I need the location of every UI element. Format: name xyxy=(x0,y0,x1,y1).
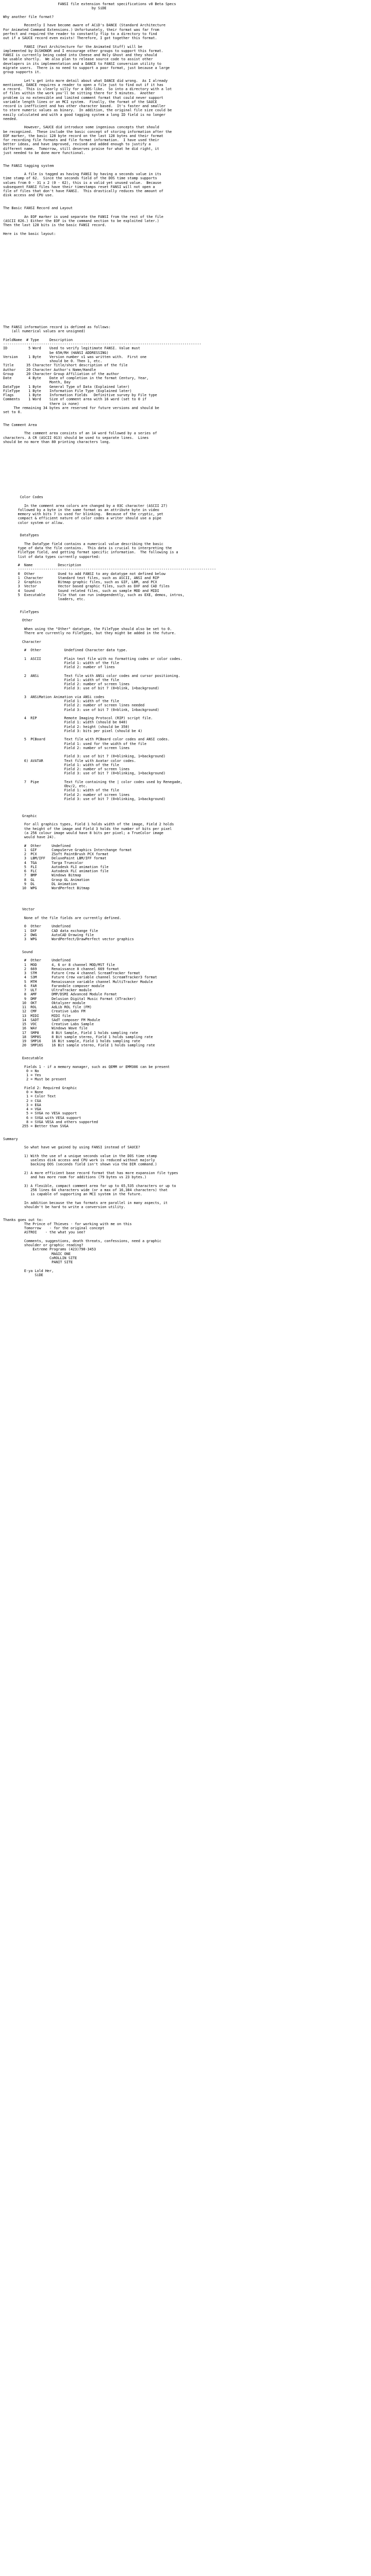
document-text: FANSI file extension format specifications v0 Beta Specs by SiDE Why another file format? Recently I have become aware of ACiD's DANCE (Standard Architecture For Animated Command Extensions.) Unfortunately, their format was far from perfect and required the reader to constantly flip to a directory to find out if a SAUCE record even exists! Therefore, I got together this format. FANSI (Fast Architecture for the Animated Stuff) will be implemented by DiSHONOR and I encourage other groups to support this format. FANSI is currently being coded into Cheese and Holy Ghost and they should be usable shortly. We also plan to release source code to assist other developers in its implementation and a DANCE to FANSI conversion utility to migrate users. There is no need to support a poor format, just because a large group supports it. Let's get into more detail about what DANCE did wrong. As I already mentioned, DANCE requires a reader to open a file just to find out if it has a record. This is clearly silly for a DOS-like. So into a directory with a lot of files within the work you'll be sitting there for 5 minutes. Another problem is no extensible and limited comment format that could never support variable length lines or an MCI system. Finally, the format of the SAUCE record is inefficient and has other character based. It's faster and smaller to store numeric values as binary. In addition, the original file size could be easily calculated and with a good tagging system a long ID field is no longer needed. However, SAUCE did introduce some ingenious concepts that should be recognized. These include the basic concept of storing information after the EOF marker, the basic 128 byte record on the last 128 bytes and their format for recording file formats and file format information. I have used their better ideas, and have improved, revised and added enough to justify a different name. Tomorrow, still deserves praise for what he did right, it just needed to be done more functional. The FANSI tagging system A file is tagged as having FANSI by having a seconds value in its time stamp of 62. Since the seconds field of the DOS time stamp supports values from 0 - 31 x 2 (0 - 62), this is a valid yet unused value. Because subsequent FANSI files have their timestamps reset FANSI will not open a file of files that don't have FANSI. This drastically reduces the amount of disk access and CPU use. The Basic FANSI Record and Layout An EOF marker is used separate the FANSI from the rest of the file (ASCII 026.) Either the EOF is the command section to be exploited later.) Then the last 128 bits is the basic FANSI record. Here is the basic layout: The FANSI information record is defined as follows: (all numerical values are unsigned) FieldName # Type Description ---------------------------------------------------------------------------------------------- ID 5 Word Used to verify legitimate FANSI. Value must be 65H/RH (HANSI ADDRESSING) Version 1 Byte Version number v1 was written with. First one should be 0. Then 1, etc. Title 35 Character Title/short description of the file Author 20 Character Author's Name/Handle Group 20 Character Group Affiliation of the author Date 4 Byte Date of completion in the format Century, Year, Month, Day DataType 1 Byte General Type of Data (Explained later) FileType 1 Byte Information File Type (Explained later) Flags 1 Byte Information Fields Definitive survey by File type Comments 1 Word Size of comment area with 16 word (set to 0 if there is none) The remaining 34 bytes are reserved for future versions and should be set to 0. The Comment Area The comment area consists of an 14 word followed by a series of characters. A CR (ASCII 013) should be used to separate lines. Lines should be no more than 80 printing characters long. Color Codes In the comment area colors are changed by a 03C character (ASCII 27) followed by a byte in the same format as an attribute byte in video memory with bits 7 is used for blinking. Because of the cryptic, yet compact & efficient nature of color codes a writer should use a pipe color system or allow. DataTypes The DataType field contains a numerical value describing the basic type of data the file contains. This data is crucial to interpreting the FileType field, and getting format specific information. The following is a list of data types currently supported: # Name Description ---------------------------------------------------------------------------------------------- 0 Other Used to add FANSI to any datatype not defined below 1 Character Standard text files, such as ASCII, ANSI and RIP 2 Graphics Bitmap graphic files, such as GIF, LBM, and PCX 3 Vector Vector based graphic files, such as DXF and CAD files 4 Sound Sound related files, such as sample MOD and MIDI 5 Executable File that can run independently, such as EXE, demos, intros, loaders, etc. FileTypes Other When using the "Other" datatype, the FileType should also be set to 0. There are currently no FileTypes, but they might be added in the future. Character # Other Undefined Character data type. 1 ASCII Plain text file with no formatting codes or color codes. Field 1: width of the file Field 2: number of lines 2 ANSi Text file with ANSi color codes and cursor positioning. Field 1: width of the file Field 2: number of screen lines Field 3: use of bit 7 (0=blink, 1=background) 3 ANSiMation Animation via ANSi codes Field 1: width of the file Field 2: number of screen lines needed Field 3: use of bit 7 (0=blink, 1=background) 4 RIP Remote Imaging Protocol (RIP) script file. Field 1: width (should be 640) Field 2: height (should be 350) Field 3: bits per pixel (should be 4) 5 PCBoard Text file with PCBoard color codes and ANSI codes. Field 1: used for the width of the file Field 2: number of screen lines Field 3: use of bit 7 (0=blinking, 1=background) 6) AVATAR Text file with Avatar color codes. Field 1: width of the file Field 2: number of screen lines Field 3: use of bit 7 (0=blinking, 1=background) 7 Pipe Text file containing the | color codes used by Renegade, Obv/2, etc. Field 1: width of the file Field 2: number of screen lines Field 3: use of bit 7 (0=blinking, 1=background) Graphic For all graphics types, Field 1 holds width of the image, Field 2 holds the height of the image and Field 3 holds the number of bits per pixel (a 256 colour image would have 8 bits per pixel; a TrueColor image would have 24). # Other Undefined 1 GIF CompuServe Graphics Interchange format 2 PCX ZSoft PaintBrush PCX format 3 LBM/IFF DeluxePaint LBM/IFF format 4 TGA Targa Truecolor 5 FLI Autodesk FLI animation file 6 FLC Autodesk FLC animation file 7 BMP Windows Bitmap 8 GL Grasp GL Animation 9 DL DL Animation 10 WPG WordPerfect Bitmap Vector None of the file fields are currently defined. 0 Other Undefined 1 DXF CAD data exchange file 2 DWG AutoCAD Drawing file 3 WPG WordPerfect/DrawPerfect vector graphics Sound # Other Undefined 1 MOD 4, 6 or 8 channel MOD/MST file 2 669 Renaissance 8 channel 669 format 3 STM Future Crew 4 channel ScreamTracker format 4 S3M Future Crew variable channel ScreamTracker3 format 5 MTM Renaissance variable channel MultiTracker Module 6 FAR Farandole composer module 7 ULT UltraTracker module 8 AMF DMP/DSMI Advanced Module Format 9 DMF Delusion Digital Music Format (XTracker) 10 OKT Oktalyzer module 11 ROL AdLib ROL file (FM) 12 CMF Creative Labs FM 13 MIDI MIDI file 14 SADT SAdT composer FM Module 15 VOC Creative Labs Sample 16 WAV Windows Wave file 17 SMP8 8 Bit Sample, Field 1 holds sampling rate 18 SMP8S 8 Bit sample stereo, Field 1 holds sampling rate 19 SMP16 16 Bit sample, Field 1 holds sampling rate 20 SMP16S 16 Bit sample stereo, Field 1 holds sampling rate Executable Fields 1 - if a memory manager, such as QEMM or EMM386 can be present 0 = No 1 = Yes 2 = Must be present Field 2: Required Graphic 0 = None 1 = Color Text 2 = CGA 3 = EGA 4 = VGA 5 = SVGA no VESA support 6 = SVGA with VESA support 8 = SVGA VESA and others supported 255 = Better than SVGA Summary So what have we gained by using FANSI instead of SAUCE? 1) With the use of a unique seconds value in the DOS time stamp useless disk access and CPU work is reduced without majorly backing DOS (seconds field isn't shown via the DIR command.) 2) A more efficient base record format that has more expansion file types and has more room for additions (79 bytes vs 23 bytes.) 3) A flexible, compact comment area for up to 65,535 characters or up to 256 lines 64 characters wide (or a max of 16,384 characters) that is capable of supporting an MCI system in the future. In addition because the two formats are parallel in many aspects, it shouldn't be hard to write a conversion utility. Thanks goes out to: The Prince of Thieves - for working with me on this Tomorrow - for the original concept ASTROI - the what you see? Comments, suggestions, death threats, confessions, need a graphic shoulder or graphic reading? Extreme Programs (423)790-3453 MAGIC ONE CoROLLIN SITE PANIT SITE E-ya Lold Her, SiDE xyxy=(3,2,216,1277)
